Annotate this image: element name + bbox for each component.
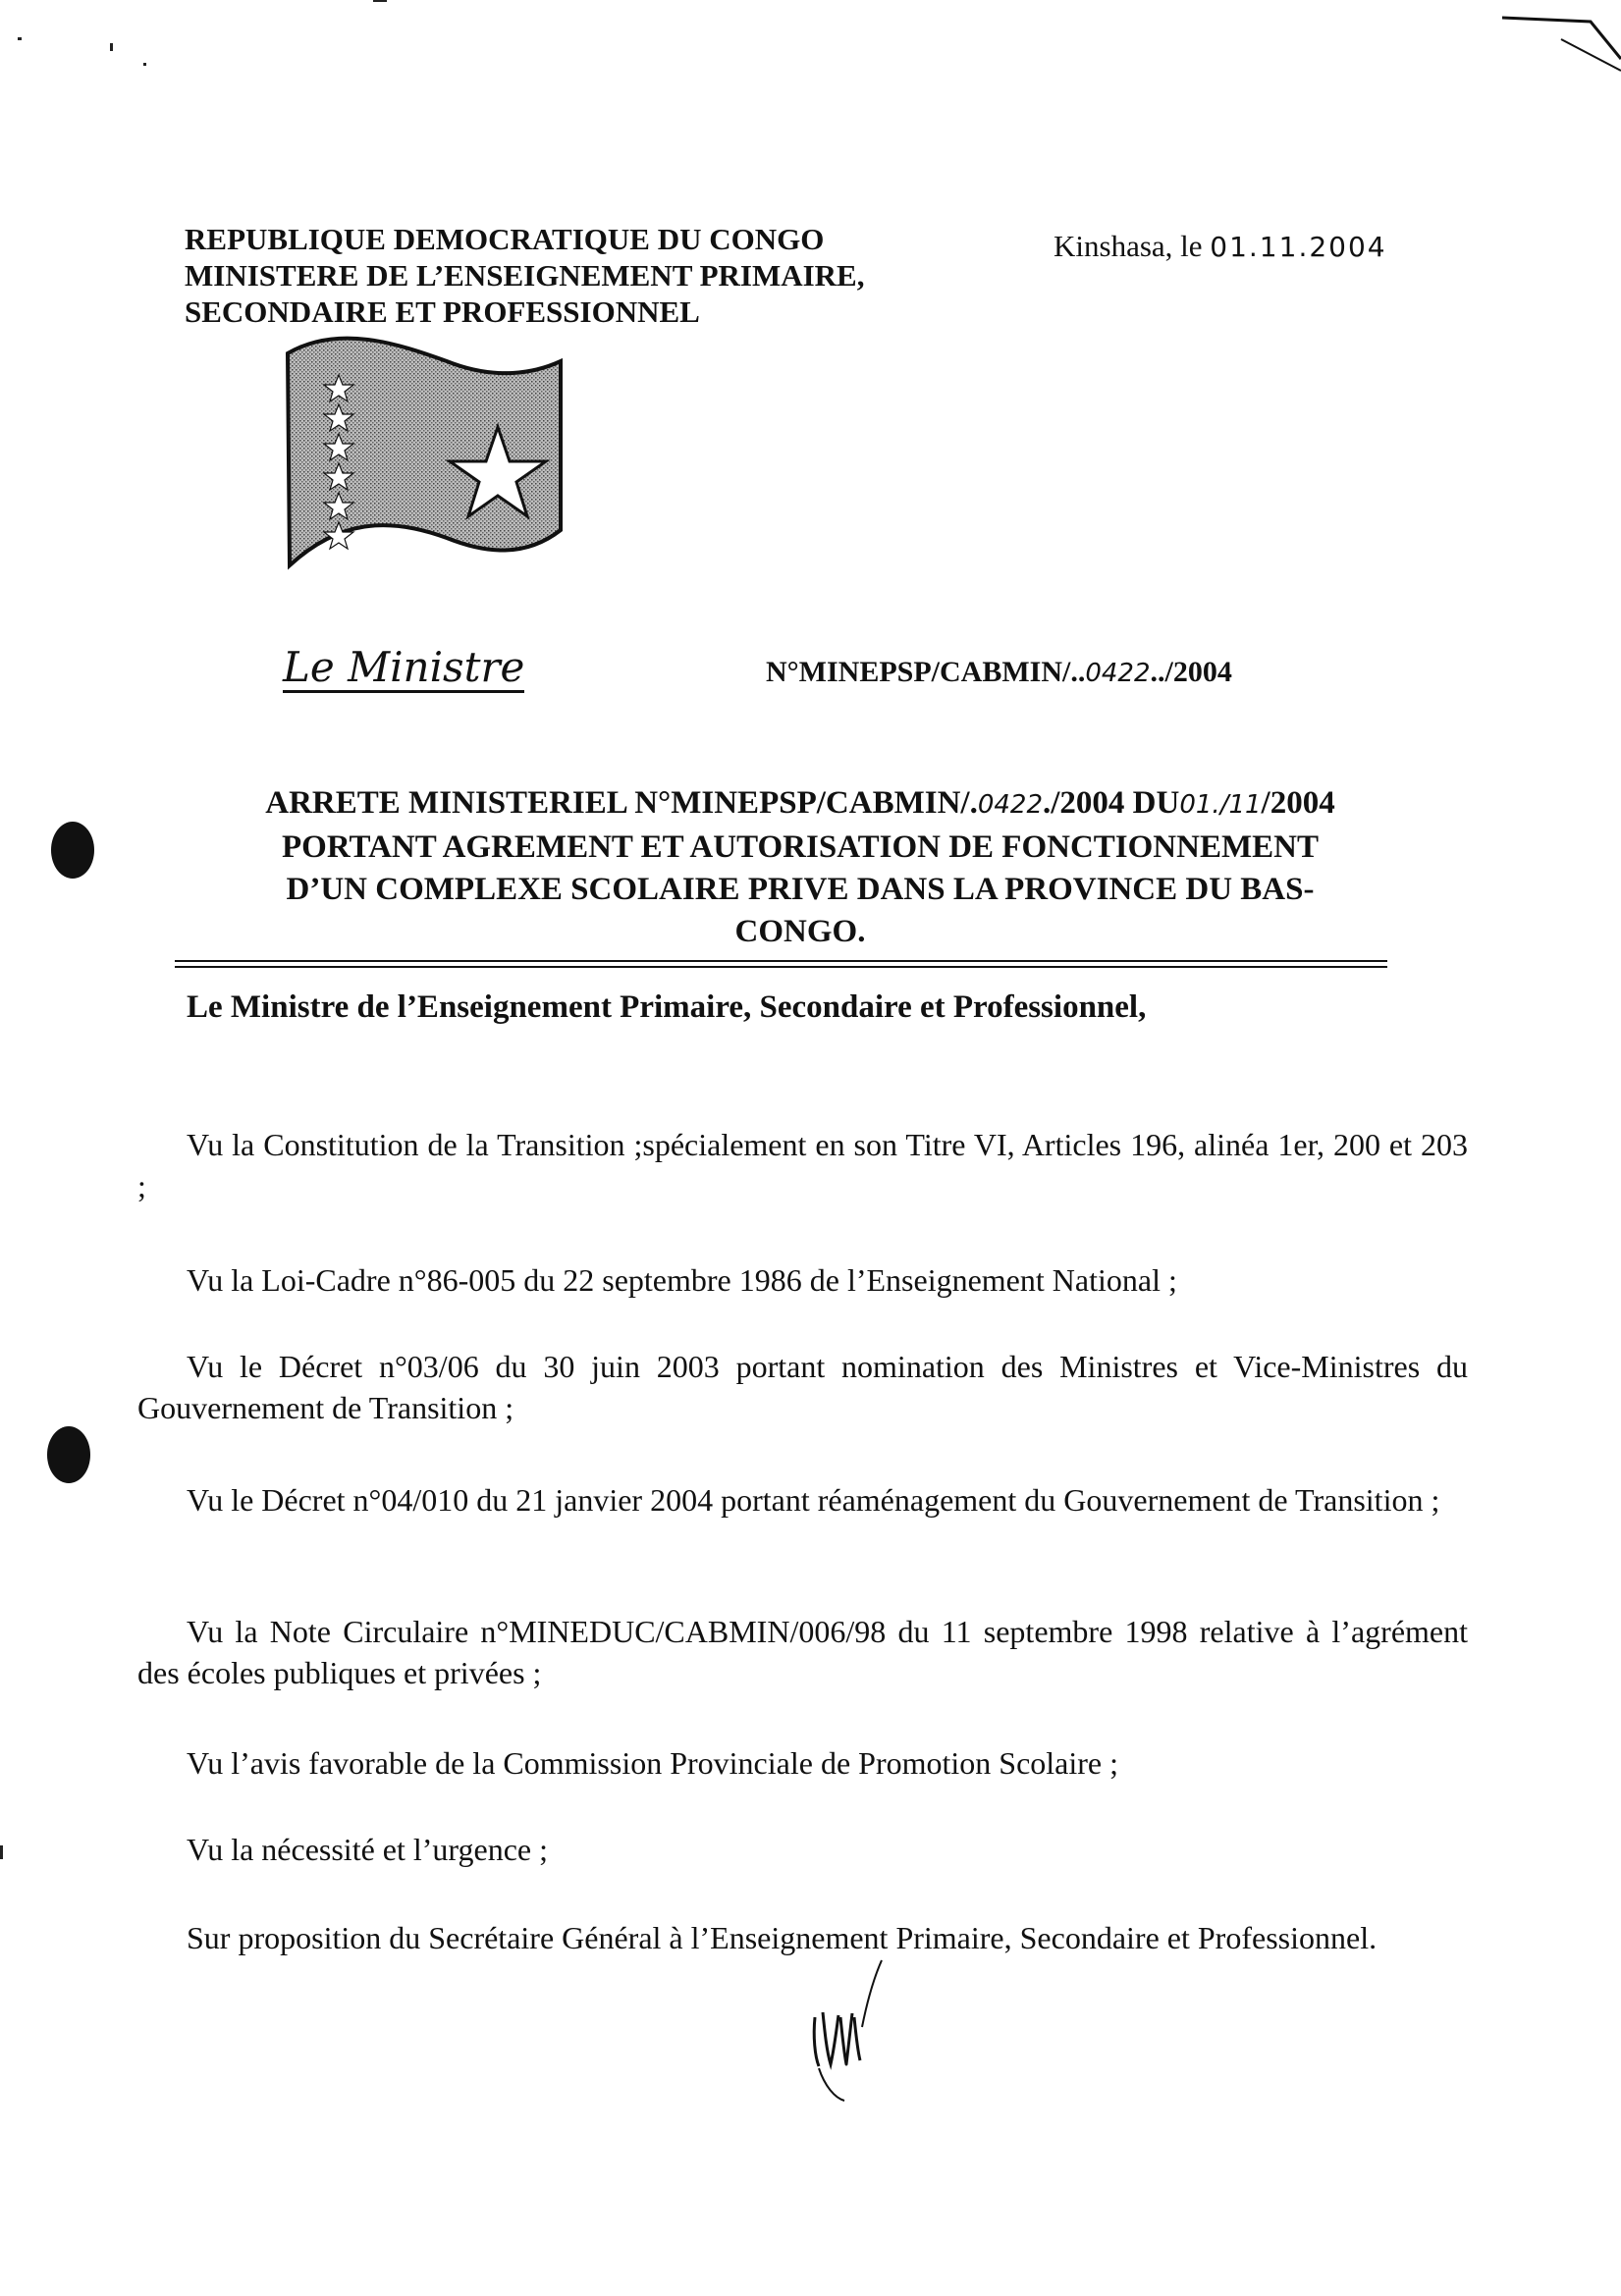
- paragraph-text: Vu la Loi-Cadre n°86-005 du 22 septembre 1986 de l’Enseignement National ;: [187, 1262, 1177, 1298]
- paragraph-note-circulaire: [137, 1611, 1468, 1693]
- letterhead-line-department: SECONDAIRE ET PROFESSIONNEL: [185, 294, 700, 329]
- paragraph-decret-04010: [137, 1479, 1468, 1521]
- scan-speck: [110, 43, 113, 51]
- paragraph-avis-favorable: [137, 1742, 1468, 1784]
- title-prefix: ARRETE MINISTERIEL N°MINEPSP/CABMIN/.: [265, 785, 978, 821]
- decree-title: [147, 782, 1453, 953]
- reference-handwritten-number: 0422: [1085, 659, 1151, 688]
- scan-speck: [0, 1845, 3, 1859]
- date-handwritten: 01.11.2004: [1210, 231, 1387, 263]
- hole-punch-top: [51, 822, 94, 879]
- letterhead-line-ministry: MINISTERE DE L’ENSEIGNEMENT PRIMAIRE,: [185, 258, 865, 293]
- paragraph-constitution: [137, 1124, 1468, 1206]
- paragraph-text: Vu le Décret n°04/010 du 21 janvier 2004 portant réaménagement du Gouvernement de Transition ;: [187, 1482, 1440, 1518]
- title-double-rule-bottom: [175, 966, 1387, 968]
- paragraph-text: Sur proposition du Secrétaire Général à l’Enseignement Primaire, Secondaire et Professionnel.: [187, 1920, 1378, 1955]
- scan-speck: [143, 63, 146, 66]
- paragraph-loi-cadre: [137, 1259, 1468, 1301]
- paragraph-decret-0306: [137, 1346, 1468, 1428]
- paragraph-text: Vu la nécessité et l’urgence ;: [187, 1832, 548, 1867]
- title-line-2: PORTANT AGREMENT ET AUTORISATION DE FONCTIONNEMENT: [282, 829, 1319, 865]
- paragraph-text: Vu la Note Circulaire n°MINEDUC/CABMIN/006/98 du 11 septembre 1998 relative à l’agrément des écoles publiques et privées ;: [137, 1614, 1468, 1690]
- paragraph-text: Vu le Décret n°03/06 du 30 juin 2003 portant nomination des Ministres et Vice-Ministres du Gouvernement de Transition ;: [137, 1349, 1468, 1425]
- handwritten-initials: [805, 1958, 893, 2106]
- date-prefix: Kinshasa, le: [1054, 229, 1203, 263]
- minister-label-text: Le Ministre: [283, 643, 525, 691]
- paragraph-text: Vu l’avis favorable de la Commission Provinciale de Promotion Scolaire ;: [187, 1745, 1118, 1781]
- title-double-rule-top: [175, 960, 1387, 962]
- flag-emblem: [280, 334, 565, 589]
- preamble: Le Ministre de l’Enseignement Primaire, Secondaire et Professionnel,: [187, 989, 1147, 1025]
- signature-underline: [283, 690, 524, 693]
- title-handwritten-date: 01./11: [1179, 790, 1262, 820]
- folded-corner-mark: [1502, 0, 1621, 88]
- reference-prefix: N°MINEPSP/CABMIN/..: [766, 656, 1086, 688]
- title-line-1: [147, 782, 1453, 827]
- hole-punch-bottom: [47, 1426, 90, 1483]
- minister-signature-label: [283, 643, 524, 691]
- paragraph-text: Vu la Constitution de la Transition ;spécialement en son Titre VI, Articles 196, alinéa 1er, 200 et 203 ;: [137, 1127, 1468, 1203]
- title-suffix: /2004: [1261, 785, 1335, 821]
- date-line: [1054, 229, 1387, 264]
- paragraph-proposition: [137, 1917, 1468, 1958]
- scan-speck: [373, 0, 387, 2]
- reference-number: [766, 656, 1232, 689]
- letterhead-line-country: REPUBLIQUE DEMOCRATIQUE DU CONGO: [185, 222, 825, 256]
- reference-suffix: ../2004: [1150, 656, 1232, 688]
- title-line-3: D’UN COMPLEXE SCOLAIRE PRIVE DANS LA PROVINCE DU BAS-: [286, 872, 1315, 907]
- paragraph-necessite: [137, 1829, 1468, 1870]
- title-line-4: CONGO.: [734, 914, 866, 949]
- scan-speck: [18, 37, 22, 40]
- letterhead: [185, 221, 864, 330]
- title-mid: ./2004 DU: [1043, 785, 1180, 821]
- title-handwritten-number: 0422: [977, 790, 1043, 820]
